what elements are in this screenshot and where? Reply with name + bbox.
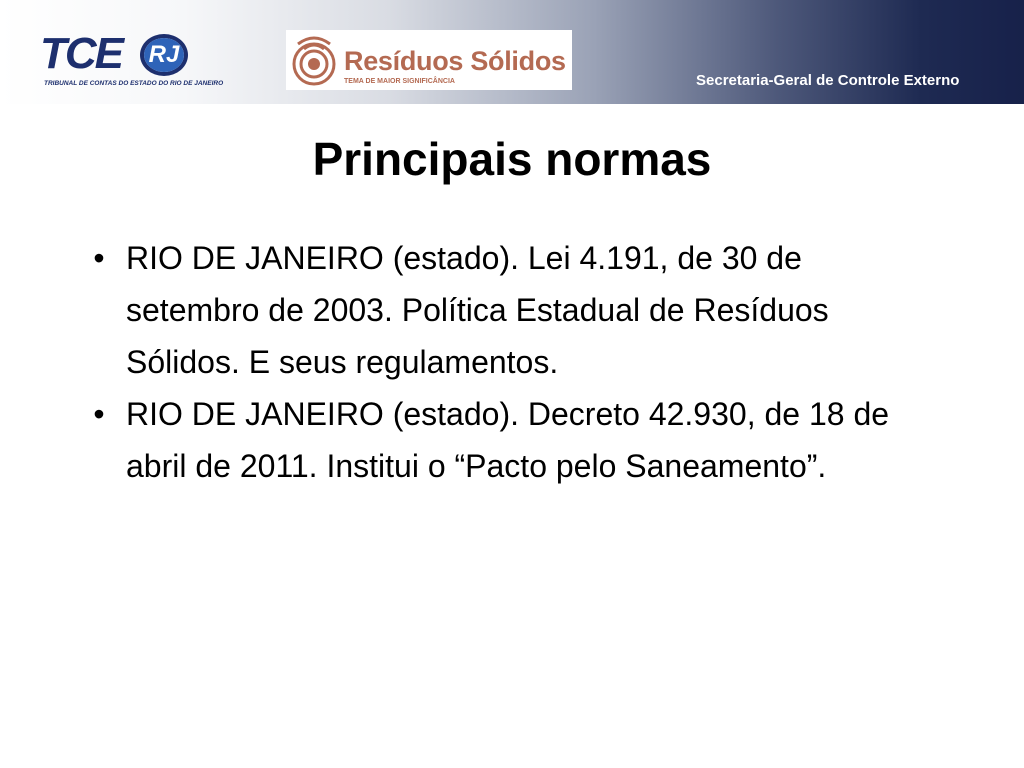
residuos-solidos-logo: [286, 30, 572, 90]
bullet-text: RIO DE JANEIRO (estado). Decreto 42.930, de 18 de abril de 2011. Institui o “Pacto pelo Saneamento”.: [126, 396, 890, 484]
bullet-text: RIO DE JANEIRO (estado). Lei 4.191, de 30 de setembro de 2003. Política Estadual de Resíduos Sólidos. E seus regulamentos.: [126, 240, 829, 380]
target-signal-icon: [288, 32, 340, 88]
bullet-point-icon: •: [93, 240, 105, 276]
rj-badge-text: RJ: [144, 38, 184, 72]
tce-logo-word: TCE: [40, 29, 122, 78]
residuos-logo-title: Resíduos Sólidos: [344, 46, 566, 76]
slide-header-banner: [0, 0, 1024, 104]
bullet-item: [84, 232, 944, 388]
bullet-point-icon: •: [93, 396, 105, 432]
residuos-logo-tagline: TEMA DE MAIOR SIGNIFICÂNCIA: [344, 78, 455, 85]
bullet-item: [84, 388, 944, 492]
slide-title: Principais normas: [312, 133, 712, 185]
tce-rj-logo: [40, 29, 224, 92]
rj-badge-icon: [140, 34, 188, 76]
tce-logo-subtitle: TRIBUNAL DE CONTAS DO ESTADO DO RIO DE JANEIRO: [44, 80, 224, 87]
secretaria-label: Secretaria-Geral de Controle Externo: [696, 72, 960, 89]
bullet-list: [84, 232, 944, 492]
